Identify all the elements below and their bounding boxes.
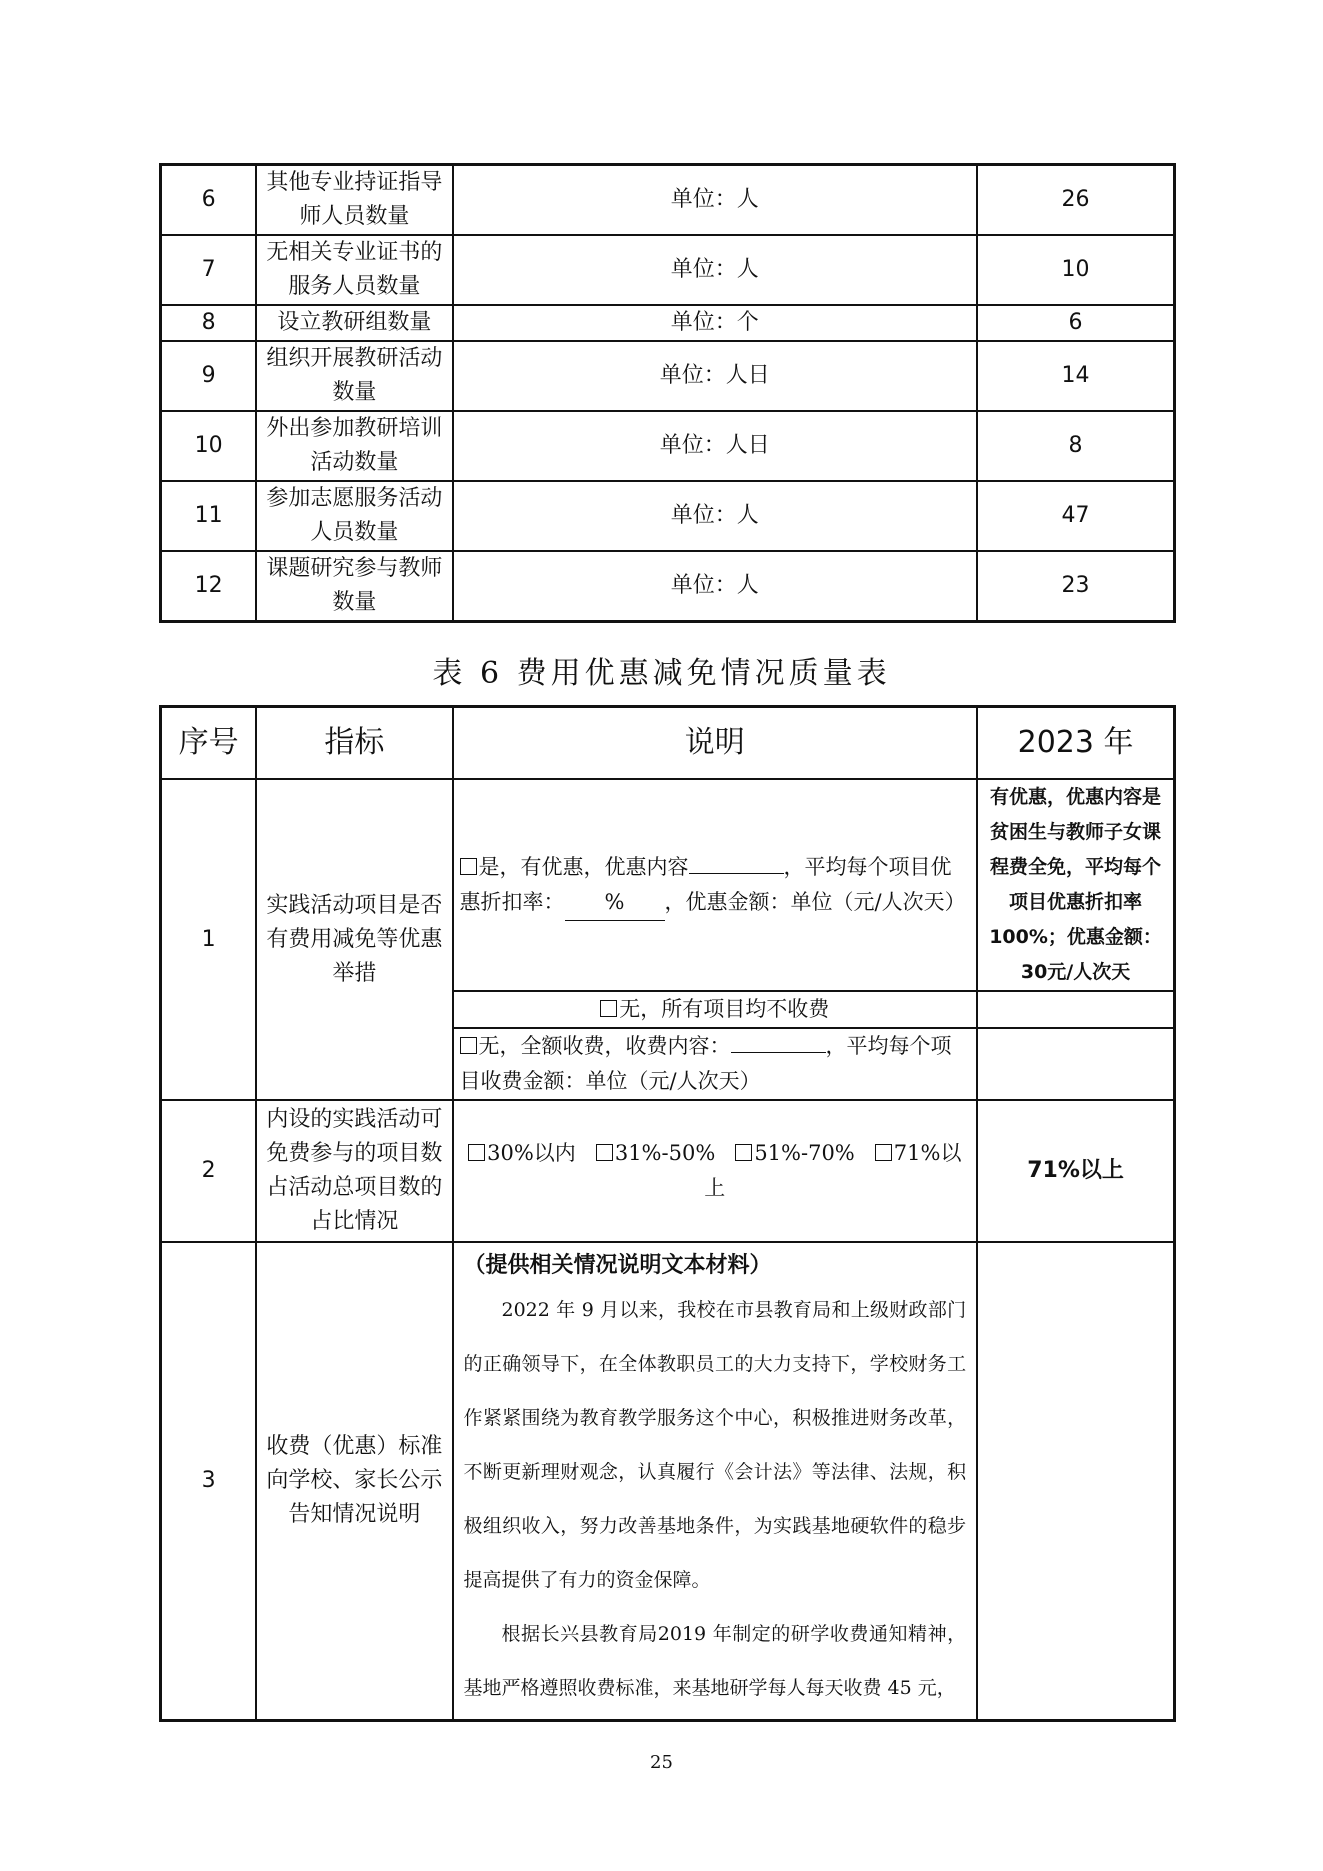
row2-no: 2 [161, 1100, 257, 1242]
row-indicator: 其他专业持证指导师人员数量 [256, 165, 452, 236]
row1-option2: 无，所有项目均不收费 [453, 991, 978, 1028]
row3-title: （提供相关情况说明文本材料） [463, 1252, 772, 1278]
row-indicator: 组织开展教研活动数量 [256, 341, 452, 411]
row-number: 10 [161, 411, 257, 481]
row1-option1: 是，有优惠，优惠内容 ，平均每个项目优惠折扣率： % ，优惠金额：单位（元/人次天） [453, 779, 978, 991]
checkbox-icon [596, 1144, 613, 1161]
row-indicator: 无相关专业证书的服务人员数量 [256, 235, 452, 305]
checkbox-icon [600, 1000, 617, 1017]
table-row [161, 165, 1175, 236]
row-value: 14 [977, 341, 1174, 411]
row3-description [453, 1242, 978, 1721]
row3-no: 3 [161, 1242, 257, 1721]
page-number: 25 [650, 1752, 673, 1773]
row-value: 8 [977, 411, 1174, 481]
checkbox-icon [460, 1037, 477, 1054]
table-row [161, 551, 1175, 622]
row-number: 11 [161, 481, 257, 551]
table-row [161, 235, 1175, 305]
row-unit: 单位：个 [453, 305, 978, 341]
row-unit: 单位：人 [453, 165, 978, 236]
table-row [161, 411, 1175, 481]
row-indicator: 参加志愿服务活动人员数量 [256, 481, 452, 551]
row1-indicator: 实践活动项目是否有费用减免等优惠举措 [256, 779, 452, 1100]
table-row [161, 305, 1175, 341]
row-value: 6 [977, 305, 1174, 341]
row-unit: 单位：人日 [453, 341, 978, 411]
row-value: 47 [977, 481, 1174, 551]
row-indicator: 课题研究参与教师数量 [256, 551, 452, 622]
checkbox-icon [468, 1144, 485, 1161]
row3-paragraph-2: 根据长兴县教育局2019 年制定的研学收费通知精神，基地严格遵照收费标准，来基地研学每人每天收费 45 元， [463, 1623, 967, 1699]
row2-value: 71%以上 [977, 1100, 1174, 1242]
row-number: 7 [161, 235, 257, 305]
row-indicator: 设立教研组数量 [256, 305, 452, 341]
table-row [161, 481, 1175, 551]
row-number: 8 [161, 305, 257, 341]
row1-option1-value: 有优惠，优惠内容是贫困生与教师子女课程费全免，平均每个项目优惠折扣率100%；优惠金额：30元/人次天 [977, 779, 1174, 991]
checkbox-icon [460, 858, 477, 875]
header-year: 2023 年 [977, 707, 1174, 780]
row1-option2-value [977, 991, 1174, 1028]
row1-no: 1 [161, 779, 257, 1100]
header-desc: 说明 [453, 707, 978, 780]
row1-option3-value [977, 1028, 1174, 1100]
row-unit: 单位：人日 [453, 411, 978, 481]
staff-table [159, 163, 1176, 623]
header-no: 序号 [161, 707, 257, 780]
row1-option3: 无，全额收费，收费内容： ，平均每个项目收费金额：单位（元/人次天） [453, 1028, 978, 1100]
header-indicator: 指标 [256, 707, 452, 780]
row-number: 9 [161, 341, 257, 411]
row3-paragraph-1: 2022 年 9 月以来，我校在市县教育局和上级财政部门的正确领导下，在全体教职员工的大力支持下，学校财务工作紧紧围绕为教育教学服务这个中心，积极推进财务改革，不断更新理财观念，认真履行《会计法》等法律、法规，积极组织收入，努力改善基地条件，为实践基地硬软件的稳步提高提供了有力的资金保障。 [463, 1299, 967, 1591]
checkbox-icon [875, 1144, 892, 1161]
row-indicator: 外出参加教研培训活动数量 [256, 411, 452, 481]
row-unit: 单位：人 [453, 235, 978, 305]
row2-indicator: 内设的实践活动可免费参与的项目数占活动总项目数的占比情况 [256, 1100, 452, 1242]
row-number: 12 [161, 551, 257, 622]
row2-options: 30%以内 31%-50% 51%-70% 71%以上 [453, 1100, 978, 1242]
row3-value [977, 1242, 1174, 1721]
row-value: 10 [977, 235, 1174, 305]
fee-discount-table [159, 705, 1176, 1722]
row-unit: 单位：人 [453, 481, 978, 551]
row3-indicator: 收费（优惠）标准向学校、家长公示告知情况说明 [256, 1242, 452, 1721]
row-number: 6 [161, 165, 257, 236]
row-value: 23 [977, 551, 1174, 622]
table-caption: 表 6 费用优惠减免情况质量表 [432, 656, 891, 691]
row-value: 26 [977, 165, 1174, 236]
row-unit: 单位：人 [453, 551, 978, 622]
table-row [161, 341, 1175, 411]
checkbox-icon [735, 1144, 752, 1161]
